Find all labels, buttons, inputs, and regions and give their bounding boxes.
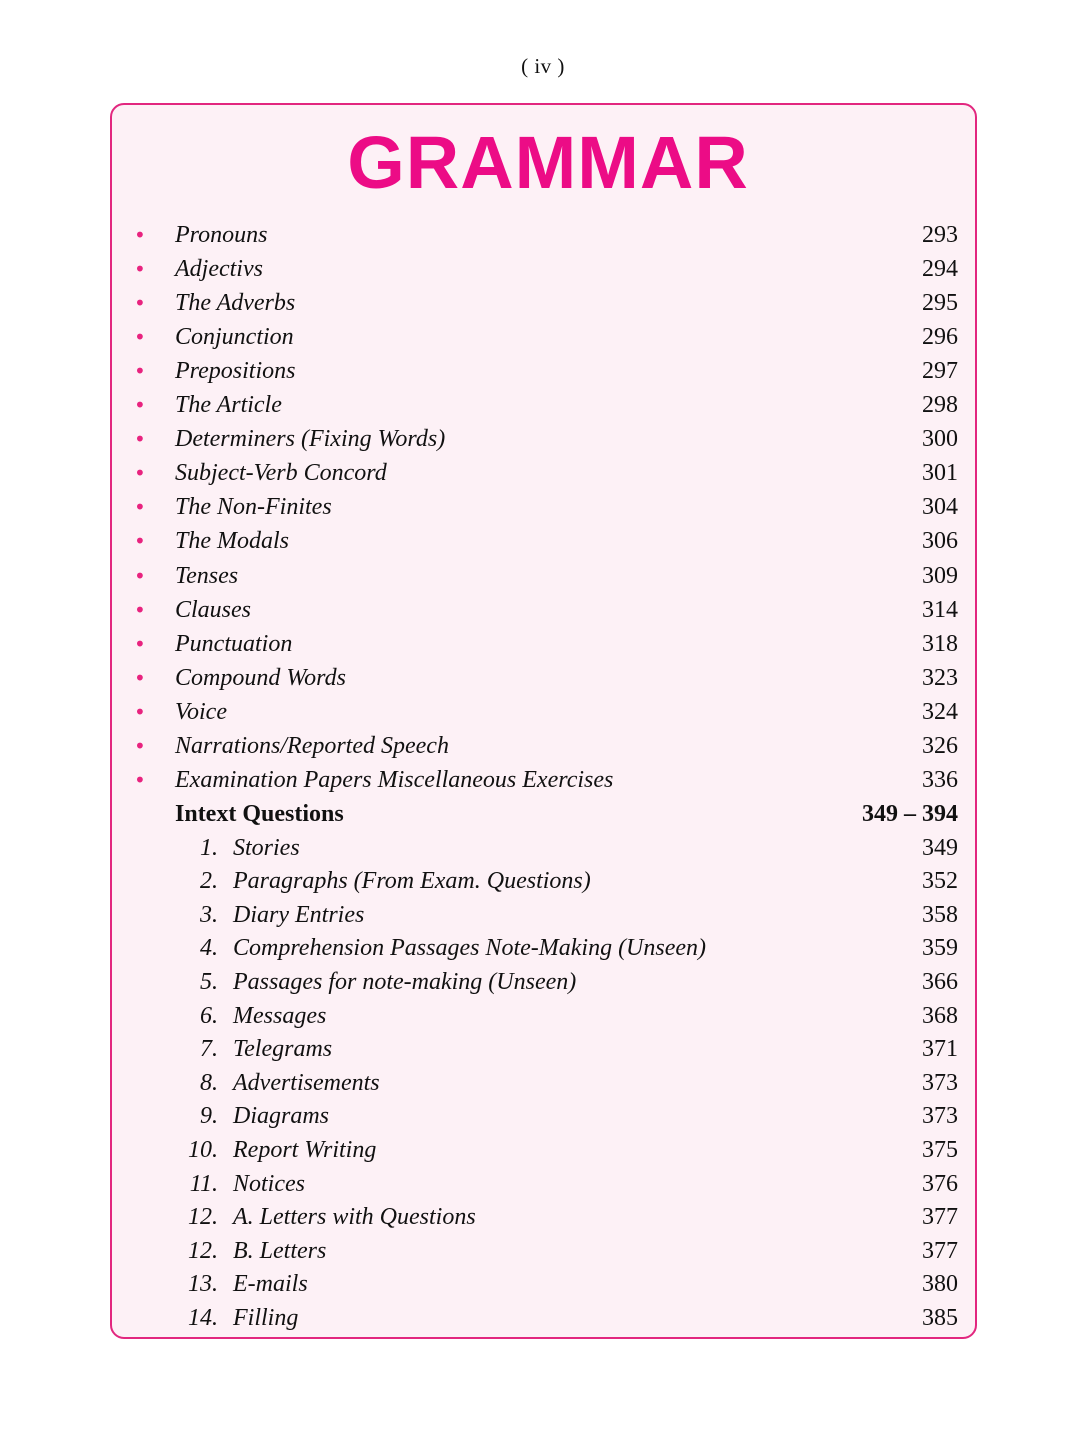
intext-item-index: 7.	[200, 1036, 218, 1063]
entry-label: Prepositions	[175, 358, 296, 385]
contents-entry[interactable]	[0, 559, 1086, 593]
entry-page-number: 300	[922, 426, 958, 453]
intext-item-page-number: 359	[922, 935, 958, 962]
entry-label: Tenses	[175, 562, 239, 589]
intext-item-page-number: 376	[922, 1170, 958, 1197]
intext-item-page-number: 377	[922, 1237, 958, 1264]
entry-page-number: 323	[922, 664, 958, 691]
entry-page-number: 324	[922, 698, 958, 725]
contents-entry[interactable]	[0, 524, 1086, 558]
contents-entry[interactable]	[0, 252, 1086, 286]
bullet-dot-icon: •	[134, 665, 146, 690]
contents-entry[interactable]	[0, 456, 1086, 490]
bullet-dot-icon: •	[134, 563, 146, 588]
entry-page-number: 309	[922, 562, 958, 589]
entry-label: The Article	[175, 392, 282, 419]
intext-item-page-number: 373	[922, 1069, 958, 1096]
bullet-dot-icon: •	[134, 393, 146, 418]
intext-heading-row[interactable]	[0, 797, 1086, 831]
entry-label: The Modals	[175, 528, 289, 555]
intext-item-page-number: 373	[922, 1103, 958, 1130]
intext-item-index: 13.	[188, 1271, 218, 1298]
entry-label: The Adverbs	[175, 290, 296, 317]
intext-item[interactable]	[0, 1200, 1086, 1234]
contents-entry[interactable]	[0, 286, 1086, 320]
intext-item-index: 12.	[188, 1237, 218, 1264]
bullet-dot-icon: •	[134, 223, 146, 247]
intext-item-label: B. Letters	[233, 1237, 327, 1264]
intext-item[interactable]	[0, 1099, 1086, 1133]
entry-page-number: 295	[922, 290, 958, 317]
intext-item[interactable]	[0, 864, 1086, 898]
intext-item-label: Diary Entries	[233, 901, 365, 928]
intext-item-page-number: 371	[922, 1036, 958, 1063]
entry-page-number: 294	[922, 256, 958, 283]
intext-item-page-number: 352	[922, 868, 958, 895]
intext-item-index: 5.	[200, 969, 218, 995]
bullet-dot-icon: •	[134, 291, 146, 316]
section-title: GRAMMAR	[347, 121, 749, 204]
intext-item-index: 3.	[200, 901, 218, 928]
intext-item-page-number: 358	[922, 901, 958, 928]
bullet-dot-icon: •	[134, 733, 146, 758]
entry-page-number: 306	[922, 528, 958, 555]
intext-item-label: Filling	[233, 1305, 299, 1331]
entry-label: Compound Words	[175, 664, 346, 691]
intext-item-page-number: 349	[922, 834, 958, 861]
entry-label: Pronouns	[175, 222, 268, 248]
bullet-dot-icon: •	[134, 257, 146, 282]
entry-label: Determiners (Fixing Words)	[175, 426, 446, 453]
intext-item[interactable]	[0, 999, 1086, 1033]
intext-item-index: 8.	[200, 1069, 218, 1096]
bullet-dot-icon: •	[134, 495, 146, 520]
contents-entry[interactable]	[0, 627, 1086, 661]
entry-page-number: 326	[922, 732, 958, 759]
intext-item-index: 14.	[188, 1305, 218, 1331]
contents-entry[interactable]	[0, 320, 1086, 354]
contents-entry[interactable]	[0, 729, 1086, 763]
entry-page-number: 298	[922, 392, 958, 419]
contents-entry[interactable]	[0, 593, 1086, 627]
entry-page-number: 318	[922, 630, 958, 657]
intext-item[interactable]	[0, 1167, 1086, 1201]
contents-entry[interactable]	[0, 763, 1086, 797]
intext-heading: Intext Questions	[175, 801, 344, 827]
intext-item-label: Comprehension Passages Note-Making (Unseen)	[233, 935, 707, 962]
bullet-dot-icon: •	[134, 767, 146, 792]
intext-item-label: Stories	[233, 834, 300, 861]
entry-label: Punctuation	[175, 630, 293, 657]
entry-label: Voice	[175, 698, 227, 725]
intext-item[interactable]	[0, 1032, 1086, 1066]
bullet-dot-icon: •	[134, 359, 146, 384]
intext-item[interactable]	[0, 1234, 1086, 1268]
entry-page-number: 314	[922, 596, 958, 623]
contents-entry[interactable]	[0, 490, 1086, 524]
entry-page-number: 296	[922, 324, 958, 351]
intext-item-index: 4.	[200, 935, 218, 962]
bullet-dot-icon: •	[134, 699, 146, 724]
contents-entry[interactable]	[0, 388, 1086, 422]
intext-item-label: Notices	[233, 1170, 305, 1197]
entry-page-number: 301	[922, 460, 958, 487]
entry-page-number: 293	[922, 222, 958, 248]
contents-entry[interactable]	[0, 422, 1086, 456]
intext-item[interactable]	[0, 1066, 1086, 1100]
bullet-dot-icon: •	[134, 325, 146, 350]
intext-item-page-number: 366	[922, 969, 958, 995]
bullet-dot-icon: •	[134, 427, 146, 452]
intext-item-label: Passages for note-making (Unseen)	[233, 969, 577, 995]
intext-item-label: Diagrams	[233, 1103, 330, 1130]
intext-item-page-number: 380	[922, 1271, 958, 1298]
intext-item-index: 11.	[189, 1170, 218, 1197]
intext-item-label: A. Letters with Questions	[233, 1204, 476, 1231]
contents-entry[interactable]	[0, 661, 1086, 695]
intext-item-index: 12.	[188, 1204, 218, 1231]
intext-item[interactable]	[0, 931, 1086, 965]
intext-item[interactable]	[0, 1267, 1086, 1301]
intext-item-page-number: 385	[922, 1305, 958, 1331]
intext-item-page-number: 377	[922, 1204, 958, 1231]
entry-label: Examination Papers Miscellaneous Exercises	[175, 766, 614, 793]
entry-label: Narrations/Reported Speech	[175, 732, 449, 759]
intext-item-label: Telegrams	[233, 1036, 333, 1063]
intext-item[interactable]	[0, 1133, 1086, 1167]
intext-page-range: 349 – 394	[862, 801, 958, 827]
entry-label: The Non-Finites	[175, 494, 332, 521]
entry-label: Conjunction	[175, 324, 294, 351]
entry-label: Clauses	[175, 596, 252, 623]
entry-label: Subject-Verb Concord	[175, 460, 387, 487]
intext-item[interactable]	[0, 898, 1086, 932]
intext-item[interactable]	[0, 831, 1086, 865]
contents-entry[interactable]	[0, 218, 1086, 252]
intext-item-label: Paragraphs (From Exam. Questions)	[233, 868, 591, 895]
bullet-dot-icon: •	[134, 631, 146, 656]
bullet-dot-icon: •	[134, 597, 146, 622]
entry-label: Adjectivs	[175, 256, 263, 283]
intext-item-index: 1.	[200, 834, 218, 861]
entry-page-number: 336	[922, 766, 958, 793]
intext-item-page-number: 368	[922, 1002, 958, 1029]
intext-item-index: 6.	[200, 1002, 218, 1029]
bullet-dot-icon: •	[134, 461, 146, 486]
contents-entry[interactable]	[0, 695, 1086, 729]
contents-entry[interactable]	[0, 354, 1086, 388]
intext-item-label: Report Writing	[233, 1137, 377, 1163]
bullet-dot-icon: •	[134, 529, 146, 554]
intext-item-label: Advertisements	[233, 1069, 380, 1096]
intext-item-index: 2.	[200, 868, 218, 895]
intext-item-label: Messages	[233, 1002, 327, 1029]
page-number: ( iv )	[521, 54, 565, 78]
intext-item-index: 10.	[188, 1137, 218, 1163]
intext-item-label: E-mails	[233, 1271, 308, 1298]
intext-item-index: 9.	[200, 1103, 218, 1130]
intext-item[interactable]	[0, 1301, 1086, 1335]
entry-page-number: 304	[922, 494, 958, 521]
intext-item[interactable]	[0, 965, 1086, 999]
intext-item-page-number: 375	[922, 1137, 958, 1163]
entry-page-number: 297	[922, 358, 958, 385]
